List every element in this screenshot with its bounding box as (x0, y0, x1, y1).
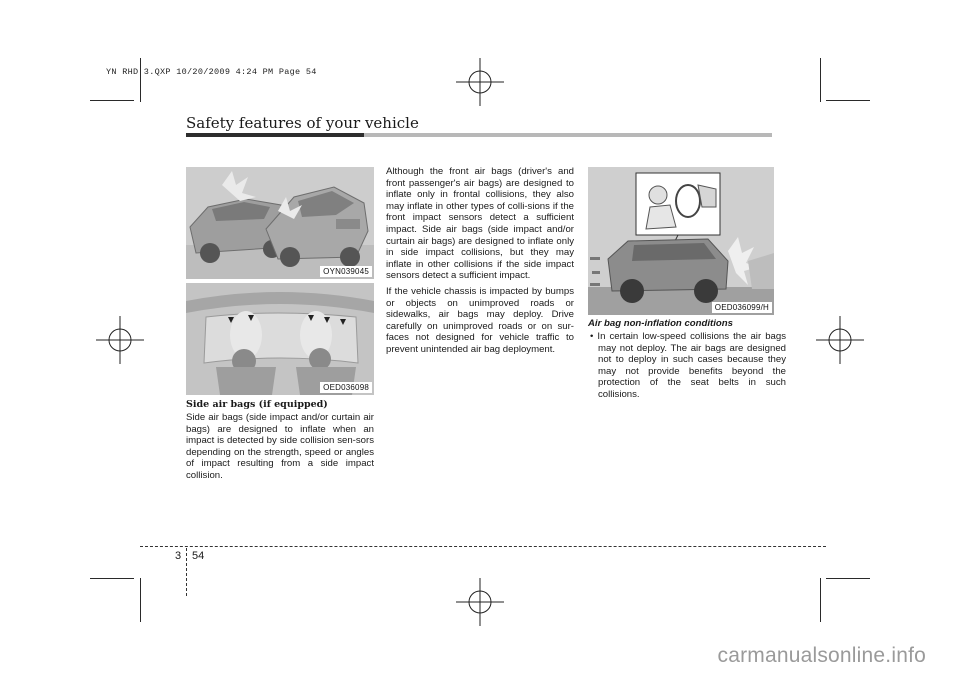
print-slug-line: YN RHD 3.QXP 10/20/2009 4:24 PM Page 54 (106, 67, 317, 77)
middle-paragraph-2: If the vehicle chassis is impacted by bumps or objects on unimproved roads or sidewalks, air bags may deploy. Drive carefully on unimproved roads or on sur-faces not designed for vehicle traffic to prevent unintended air bag deployment. (386, 285, 574, 355)
figure-side-impact (186, 167, 374, 279)
watermark: carmanualsonline.info (717, 644, 926, 667)
bullet-marker: • (590, 331, 598, 342)
bullet-low-speed (588, 331, 786, 401)
footer-rule (140, 546, 826, 547)
figure-code: OED036099/H (712, 302, 772, 313)
figure-curtain-airbag (186, 283, 374, 395)
footer-separator (186, 548, 187, 596)
left-column-paragraph: Side air bags (side impact and/or curtain air bags) are designed to inflate when an impact is detected by side collision sen-sors depending on the strength, speed or angles of impact resulting from a side impact collision. (186, 412, 374, 481)
figure-code: OYN039045 (320, 266, 372, 277)
registration-target-icon (816, 316, 864, 364)
crop-mark (140, 58, 141, 102)
middle-paragraph-1: Although the front air bags (driver's and front passenger's air bags) are designed to inflate only in frontal collisions, they also may inflate in other types of colli-sions if the front impact sensors detect a sufficient impact. Side air bags (side impact and/or curtain air bags) are designed to inflate only in side impact collisions, but they may inflate in other collisions if the side impact sensors detect a sufficient impact. (386, 166, 574, 282)
page-number: 54 (192, 550, 205, 562)
section-title: Safety features of your vehicle (186, 114, 419, 132)
title-rule (186, 133, 772, 137)
side-impact-cars-illustration-icon (186, 167, 374, 279)
figure-front-collision (588, 167, 774, 315)
crop-mark (826, 578, 870, 579)
crop-mark (820, 578, 821, 622)
middle-column (386, 166, 574, 360)
crop-mark (820, 58, 821, 102)
bullet-text: In certain low-speed collisions the air bags may not deploy. The air bags are designed not to deploy in such cases because they may not provide benefits beyond the protection of the seat belts in such collisions. (597, 331, 786, 400)
curtain-airbag-interior-illustration-icon (186, 283, 374, 395)
subheading-side-air-bags: Side air bags (if equipped) (186, 399, 328, 410)
chapter-number: 3 (175, 550, 182, 562)
figure-code: OED036098 (320, 382, 372, 393)
crop-mark (826, 100, 870, 101)
crop-mark (140, 578, 141, 622)
registration-target-icon (456, 578, 504, 626)
registration-target-icon (96, 316, 144, 364)
crop-mark (90, 578, 134, 579)
registration-target-icon (456, 58, 504, 106)
crop-mark (90, 100, 134, 101)
heading-non-inflation: Air bag non-inflation conditions (588, 318, 733, 329)
front-collision-illustration-icon (588, 167, 774, 315)
